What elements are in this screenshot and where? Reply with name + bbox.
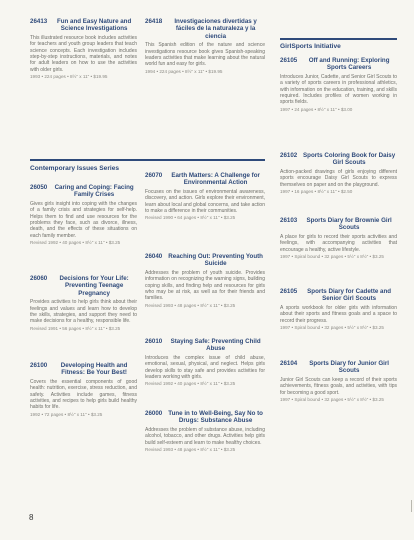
page-number: 8 [29, 513, 34, 522]
entry-title: Earth Matters: A Challenge for Environmental Action [171, 172, 260, 187]
entry-number: 26418 [145, 18, 163, 25]
entry-number: 26060 [30, 275, 48, 282]
catalog-entry [280, 288, 397, 331]
catalog-entry [280, 360, 397, 403]
catalog-entry [145, 410, 265, 453]
catalog-entry [145, 172, 265, 221]
page-edge-mark [406, 500, 412, 512]
entry-title: Developing Health and Fitness: Be Your Best! [60, 362, 128, 377]
entry-number: 26104 [280, 360, 298, 367]
entry-description: This illustrated resource book includes activities for teachers and youth group leaders that teach science concepts. Each investigation includes step-by-step instructions, materials, and notes for adult leaders on how to use the activities with older girls. [30, 34, 137, 73]
entry-description: A sports workbook for older girls with information about their sports and fitness goals and a space to record their progress. [280, 304, 397, 324]
entry-description: Focuses on the issues of environmental awareness, discovery, and action. Girls explore their environment, learn about local and global concerns, and take action to make a difference in their communities. [145, 188, 265, 215]
entry-details: 1997 • Spiral bound • 32 pages • 5½" x 8½" • $3.25 [280, 397, 384, 403]
section-rule [30, 159, 137, 161]
entry-description: Gives girls insight into coping with the changes of a family crisis and strategies for self-help. Helps them to find and use resources for the problems they face, such as divorce, illness, death, and the effects of these situations on each family member. [30, 200, 137, 239]
entry-details: Revised 1993 • 48 pages • 8½" x 11" • $3.25 [145, 447, 236, 453]
entry-details: 1997 • Spiral bound • 32 pages • 5½" x 8½" • $3.25 [280, 254, 384, 260]
entry-title: Investigaciones divertidas y fáciles de la naturaleza y la ciencia [174, 18, 257, 40]
entry-details: Revised 1993 • 48 pages • 8½" x 11" • $3.25 [145, 302, 236, 308]
entry-description: Covers the essential components of good health: nutrition, exercise, stress reduction, and safety. Activities include games, fitness activities, and recipes to help girls build healthy habits for life. [30, 378, 137, 411]
catalog-entry [30, 275, 137, 332]
entry-details: 1997 • 16 pages • 8½" x 11" • $2.50 [280, 189, 353, 195]
catalog-entry [280, 152, 397, 195]
entry-description: Action-packed drawings of girls enjoying different sports encourage Daisy Girl Scouts to express themselves on paper and on the playground. [280, 168, 397, 188]
entry-title: Sports Diary for Junior Girl Scouts [309, 360, 389, 375]
catalog-entry [30, 362, 137, 418]
catalog-entry [280, 57, 397, 113]
entry-description: Introduces Junior, Cadette, and Senior Girl Scouts to a variety of sports careers in professional athletics, with information on the education, training, and skills required. Includes profiles of women working in sports fields. [280, 73, 397, 106]
entry-number: 26000 [145, 410, 163, 417]
entry-description: Addresses the problem of substance abuse, including alcohol, tobacco, and other drugs. Activities help girls build self-esteem and learn to make healthy choices. [145, 426, 265, 446]
entry-details: 1994 • 224 pages • 8½" x 11" • $19.95 [145, 68, 223, 74]
entry-details: Revised 1991 • 56 pages • 8½" x 11" • $3.25 [30, 325, 121, 331]
entry-number: 26103 [280, 217, 298, 224]
entry-number: 26413 [30, 18, 48, 25]
entry-title: Caring and Coping: Facing Family Crises [54, 184, 134, 199]
entry-description: Addresses the problem of youth suicide. Provides information on recognizing the warning signs, building coping skills, and finding help and resources for girls who may be at risk, as well as for their friends and families. [145, 269, 265, 302]
catalog-entry [145, 253, 265, 309]
entry-details: 1993 • 224 pages • 8½" x 11" • $19.95 [30, 74, 108, 80]
entry-details: Revised 1992 • 40 pages • 8½" x 11" • $3.25 [145, 381, 236, 387]
entry-title: Sports Diary for Cadette and Senior Girl Scouts [307, 288, 392, 303]
entry-description: Provides activities to help girls think about their feelings and values and learn how to develop the skills, strategies, and support they need to make decisions for a healthy, responsible life. [30, 299, 137, 325]
catalog-entry [280, 217, 397, 260]
entry-title: Staying Safe: Preventing Child Abuse [170, 338, 261, 353]
entry-title: Tune in to Well-Being, Say No to Drugs: Substance Abuse [168, 410, 263, 425]
entry-number: 26105 [280, 57, 298, 64]
entry-title: Sports Coloring Book for Daisy Girl Scouts [303, 152, 396, 167]
section-title: GirlSports Initiative [280, 43, 341, 50]
entry-details: Revised 1992 • 40 pages • 8½" x 11" • $3.25 [30, 240, 121, 246]
catalog-entry [30, 184, 137, 246]
entry-description: Introduces the complex issue of child abuse, emotional, sexual, physical, and neglect. Helps girls develop skills to stay safe and provides activities for leaders working with girls. [145, 354, 265, 381]
catalog-entry [145, 18, 265, 75]
section-rule [280, 38, 397, 40]
entry-description: This Spanish edition of the nature and science investigations resource book gives Spanish-speaking leaders activities that make learning about the natural world fun and easy for girls. [145, 42, 265, 68]
section-rule [137, 159, 265, 161]
catalog-entry [30, 18, 137, 80]
entry-number: 26040 [145, 253, 163, 260]
entry-number: 26010 [145, 338, 163, 345]
entry-description: A place for girls to record their sports activities and feelings, with accompanying activities that encourage a healthy, active lifestyle. [280, 233, 397, 253]
entry-details: 1997 • 24 pages • 8½" x 11" • $3.00 [280, 106, 353, 112]
entry-number: 26070 [145, 172, 163, 179]
entry-title: Fun and Easy Nature and Science Investigations [56, 18, 132, 33]
entry-number: 26105 [280, 288, 298, 295]
entry-title: Decisions for Your Life: Preventing Teenage Pregnancy [59, 275, 129, 297]
entry-title: Sports Diary for Brownie Girl Scouts [306, 217, 392, 232]
entry-number: 26102 [280, 152, 298, 159]
catalog-entry [145, 338, 265, 387]
entry-number: 26050 [30, 184, 48, 191]
entry-details: Revised 1990 • 64 pages • 8½" x 11" • $3.25 [145, 215, 236, 221]
section-title: Contemporary Issues Series [30, 165, 120, 172]
entry-title: Off and Running: Exploring Sports Careers [308, 57, 390, 72]
entry-title: Reaching Out: Preventing Youth Suicide [168, 253, 263, 268]
entry-number: 26100 [30, 362, 48, 369]
entry-description: Junior Girl Scouts can keep a record of their sports achievements, fitness goals, and activities, with tips for becoming a good sport. [280, 376, 397, 396]
entry-details: 1997 • Spiral bound • 32 pages • 5½" x 8½" • $3.25 [280, 325, 384, 331]
entry-details: 1992 • 72 pages • 8½" x 11" • $3.25 [30, 411, 103, 417]
